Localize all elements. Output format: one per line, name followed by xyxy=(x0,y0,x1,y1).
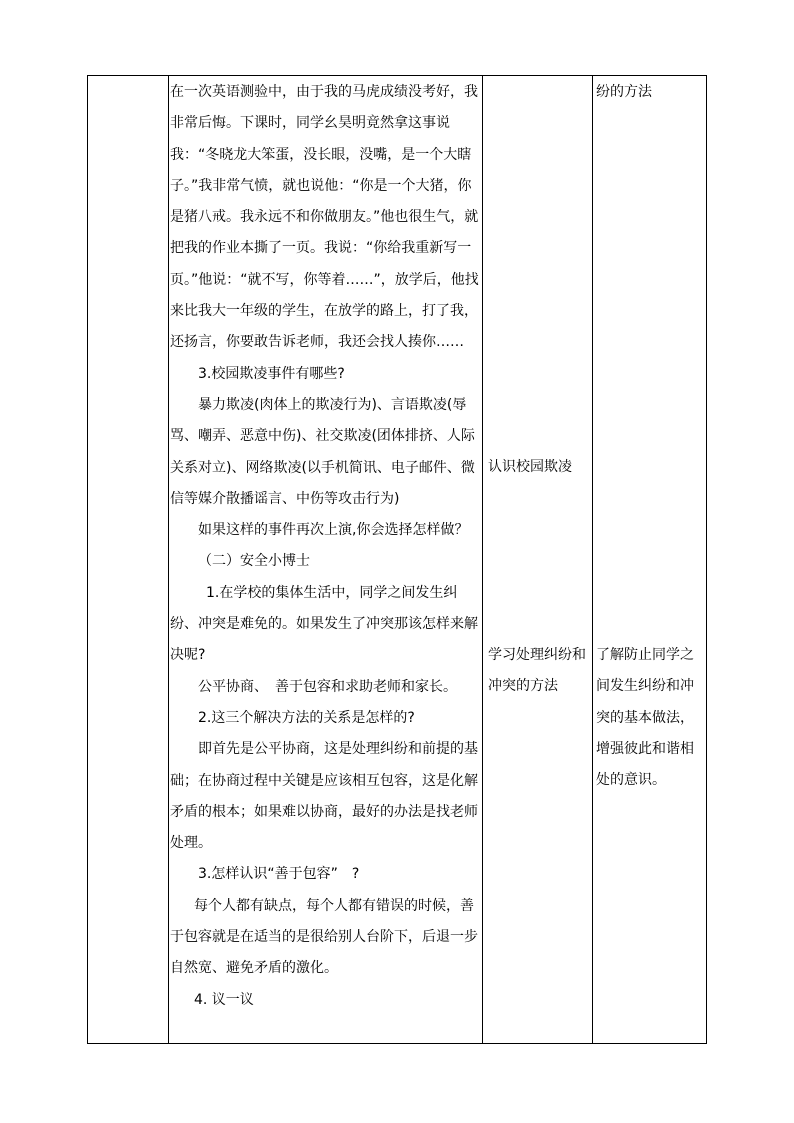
goal-text-2: 了解防止同学之间发生纠纷和冲突的基本做法，增强彼此和谐相处的意识。 xyxy=(596,647,694,789)
lesson-table xyxy=(87,75,707,1044)
column-divider xyxy=(592,76,593,1043)
column-divider xyxy=(168,76,169,1043)
column-divider xyxy=(482,76,483,1043)
answer-3: 暴力欺凌(肉体上的欺凌行为)、言语欺凌(辱骂、嘲弄、恶意中伤)、社交欺凌(团体排挤、人际关系对立)、网络欺凌(以手机简讯、电子邮件、微信等媒介散播谣言、中伤等攻击行为) xyxy=(170,396,475,507)
subquestion-4: 4. 议一议 xyxy=(194,991,254,1008)
activity-label-2: 学习处理纠纷和冲突的方法 xyxy=(488,647,586,695)
subanswer-3: 每个人都有缺点，每个人都有错误的时候，善于包容就是在适当的是很给别人台阶下，后退一步自然宽、避免矛盾的激化。 xyxy=(170,897,478,977)
goal-text-1: 纷的方法 xyxy=(596,84,652,100)
subquestion-1: 1.在学校的集体生活中，同学之间发生纠纷、冲突是难免的。如果发生了冲突那该怎样来解决呢? xyxy=(170,584,478,664)
subanswer-1: 公平协商、 善于包容和求助老师和家长。 xyxy=(198,678,457,695)
question-3: 3.校园欺凌事件有哪些? xyxy=(198,365,345,382)
teaching-process-cell xyxy=(170,77,480,1016)
subquestion-2: 2.这三个解决方法的关系是怎样的? xyxy=(198,709,415,726)
reflection-question: 如果这样的事件再次上演,你会选择怎样做？ xyxy=(198,522,469,539)
section-heading: （二）安全小博士 xyxy=(198,553,310,570)
subanswer-2: 即首先是公平协商，这是处理纠纷和前提的基础；在协商过程中关键是应该相互包容，这是化解矛盾的根本；如果难以协商，最好的办法是找老师处理。 xyxy=(170,741,478,852)
activity-label-1: 认识校园欺凌 xyxy=(488,459,572,475)
case-story: 在一次英语测验中，由于我的马虎成绩没考好，我非常后悔。下课时，同学幺昊明竟然拿这事说我：“冬晓龙大笨蛋，没长眼，没嘴，是一个大瞎子。”我非常气愤，就也说他：“你是一个大猪，你是猪八戒。我永远不和你做朋友。”他也很生气，就把我的作业本撕了一页。我说：“你给我重新写一页。”他说：“就不写，你等着……”，放学后，他找来比我大一年级的学生，在放学的路上，打了我，还扬言，你要敢告诉老师，我还会找人揍你…… xyxy=(170,84,479,351)
subquestion-3: 3.怎样认识“善于包容” ? xyxy=(198,866,360,883)
